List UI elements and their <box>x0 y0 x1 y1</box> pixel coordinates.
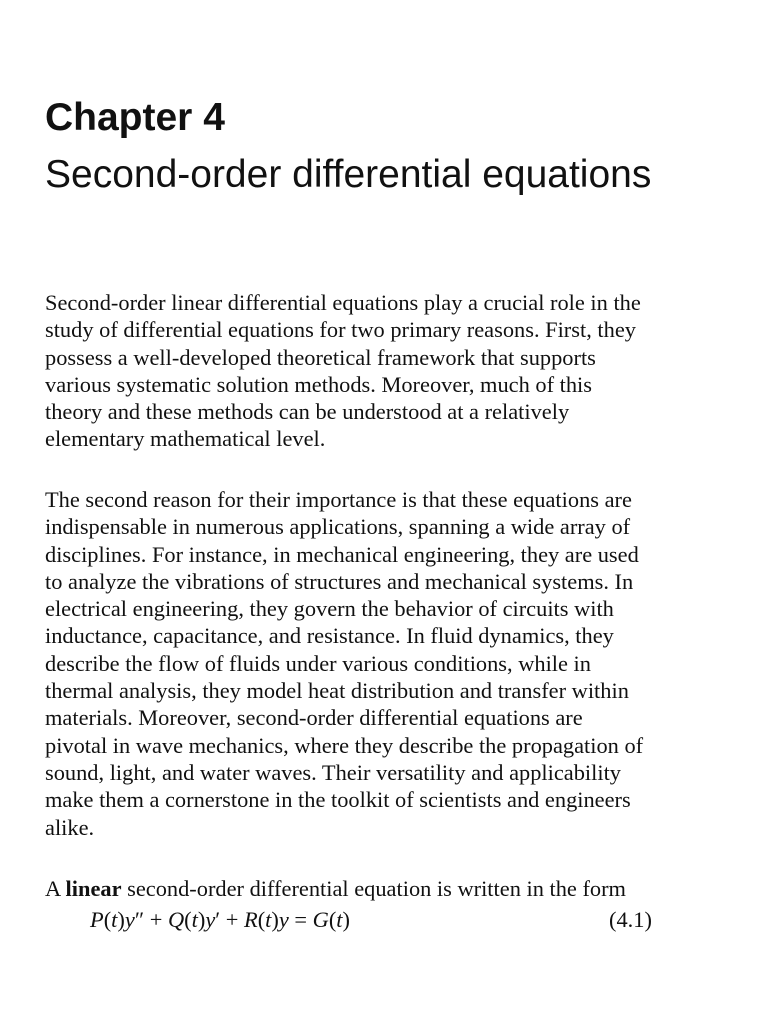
equation-token: ″ + <box>134 907 168 932</box>
equation-4-1 <box>90 906 350 934</box>
equation-token: ) <box>342 907 350 932</box>
equation-token: R <box>244 907 258 932</box>
equation-token: ) <box>271 907 279 932</box>
equation-token: P <box>90 907 104 932</box>
equation-token: ( <box>184 907 192 932</box>
equation-token: t <box>191 907 198 932</box>
equation-token: t <box>111 907 118 932</box>
equation-token: t <box>336 907 343 932</box>
equation-token: Q <box>167 907 185 932</box>
equation-token: y <box>205 907 216 932</box>
paragraph-intro: Second-order linear differential equations play a crucial role in the study of differential equations for two primary reasons. First, they possess a well-developed theoretical framework that supports various systematic solution methods. Moreover, much of this theory and these methods can be understood at a relatively elementary mathematical level. <box>45 290 641 452</box>
term-linear: linear <box>65 876 122 901</box>
equation-token: = <box>288 907 313 932</box>
definition-rest: second-order differential equation is written in the form <box>121 876 626 901</box>
equation-token: ( <box>257 907 266 932</box>
equation-token: ) <box>197 907 206 932</box>
definition-lead: A <box>45 876 66 901</box>
equation-row <box>0 906 768 936</box>
equation-number: (4.1) <box>609 907 652 932</box>
chapter-title: Second-order differential equations <box>45 153 652 196</box>
paragraph-applications: The second reason for their importance is that these equations are indispensable in numerous applications, spanning a wide array of disciplines. For instance, in mechanical engineering, they are used to analyze the vibrations of structures and mechanical systems. In electrical engineering, they govern the behavior of circuits with inductance, capacitance, and resistance. In fluid dynamics, they describe the flow of fluids under various conditions, while in thermal analysis, they model heat distribution and transfer within materials. Moreover, second-order differential equations are pivotal in wave mechanics, where they describe the propagation of sound, light, and water waves. Their versatility and applicability make them a cornerstone in the toolkit of scientists and engineers alike. <box>45 487 644 840</box>
equation-token: ) <box>117 907 125 932</box>
paragraph-definition <box>45 875 735 902</box>
chapter-label: Chapter 4 <box>45 96 225 139</box>
equation-token: ( <box>328 907 337 932</box>
equation-token: y <box>124 907 135 932</box>
equation-token: G <box>312 907 329 932</box>
equation-token: y <box>278 907 289 932</box>
equation-token: ( <box>103 907 112 932</box>
equation-token: t <box>265 907 272 932</box>
equation-token: ′ + <box>215 907 244 932</box>
